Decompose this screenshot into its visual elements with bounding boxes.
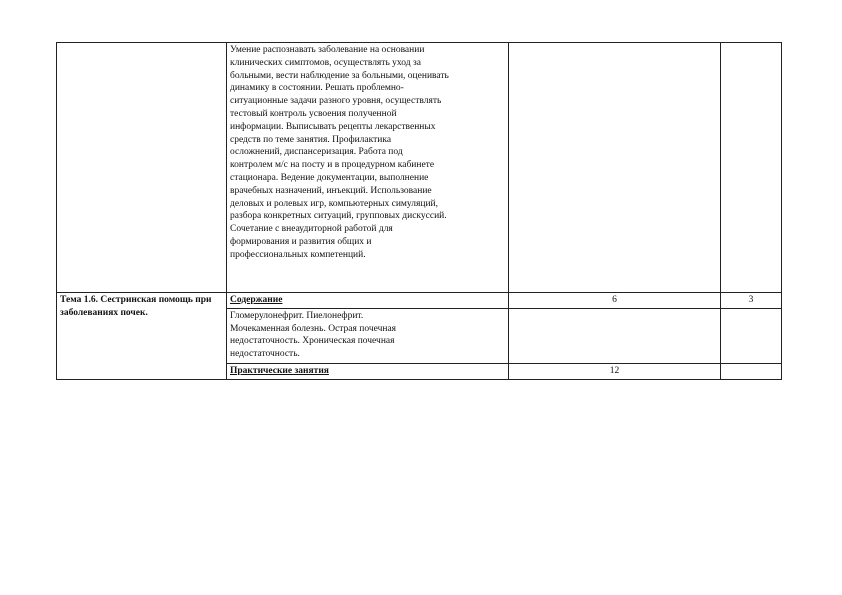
topic-cell: Тема 1.6. Сестринская помощь при заболеваниях почек. [57,293,227,380]
level-cell [721,363,782,379]
content-header-cell: Практические занятия [227,363,509,379]
level-cell: 3 [721,293,782,309]
content-cell: Умение распознавать заболевание на основании клинических симптомов, осуществлять уход за больными, вести наблюдение за больными, оценивать динамику в состоянии. Решать проблемно- ситуационные задачи разного уровня, осуществлять тестовый контроль усвоения полученной информации. Выписывать рецепты лекарственных средств по теме занятия. Профилактика осложнений, диспансеризация. Работа под контролем м/с на посту и в процедурном кабинете стационара. Ведение документации, выполнение врачебных назначений, инъекций. Использование деловых и ролевых игр, компьютерных симуляций, разбора конкретных ситуаций, групповых дискуссий. Сочетание с внеаудиторной работой для формирования и развития общих и профессиональных компетенций. [227,43,509,293]
table-row [57,43,782,293]
topic-cell [57,43,227,293]
hours-cell [509,308,721,363]
level-cell [721,43,782,293]
table-row [57,293,782,309]
curriculum-table [56,42,782,380]
hours-cell [509,43,721,293]
hours-cell: 6 [509,293,721,309]
content-header-cell: Содержание [227,293,509,309]
hours-cell: 12 [509,363,721,379]
level-cell [721,308,782,363]
content-cell: Гломерулонефрит. Пиелонефрит. Мочекаменная болезнь. Острая почечная недостаточность. Хроническая почечная недостаточность. [227,308,509,363]
